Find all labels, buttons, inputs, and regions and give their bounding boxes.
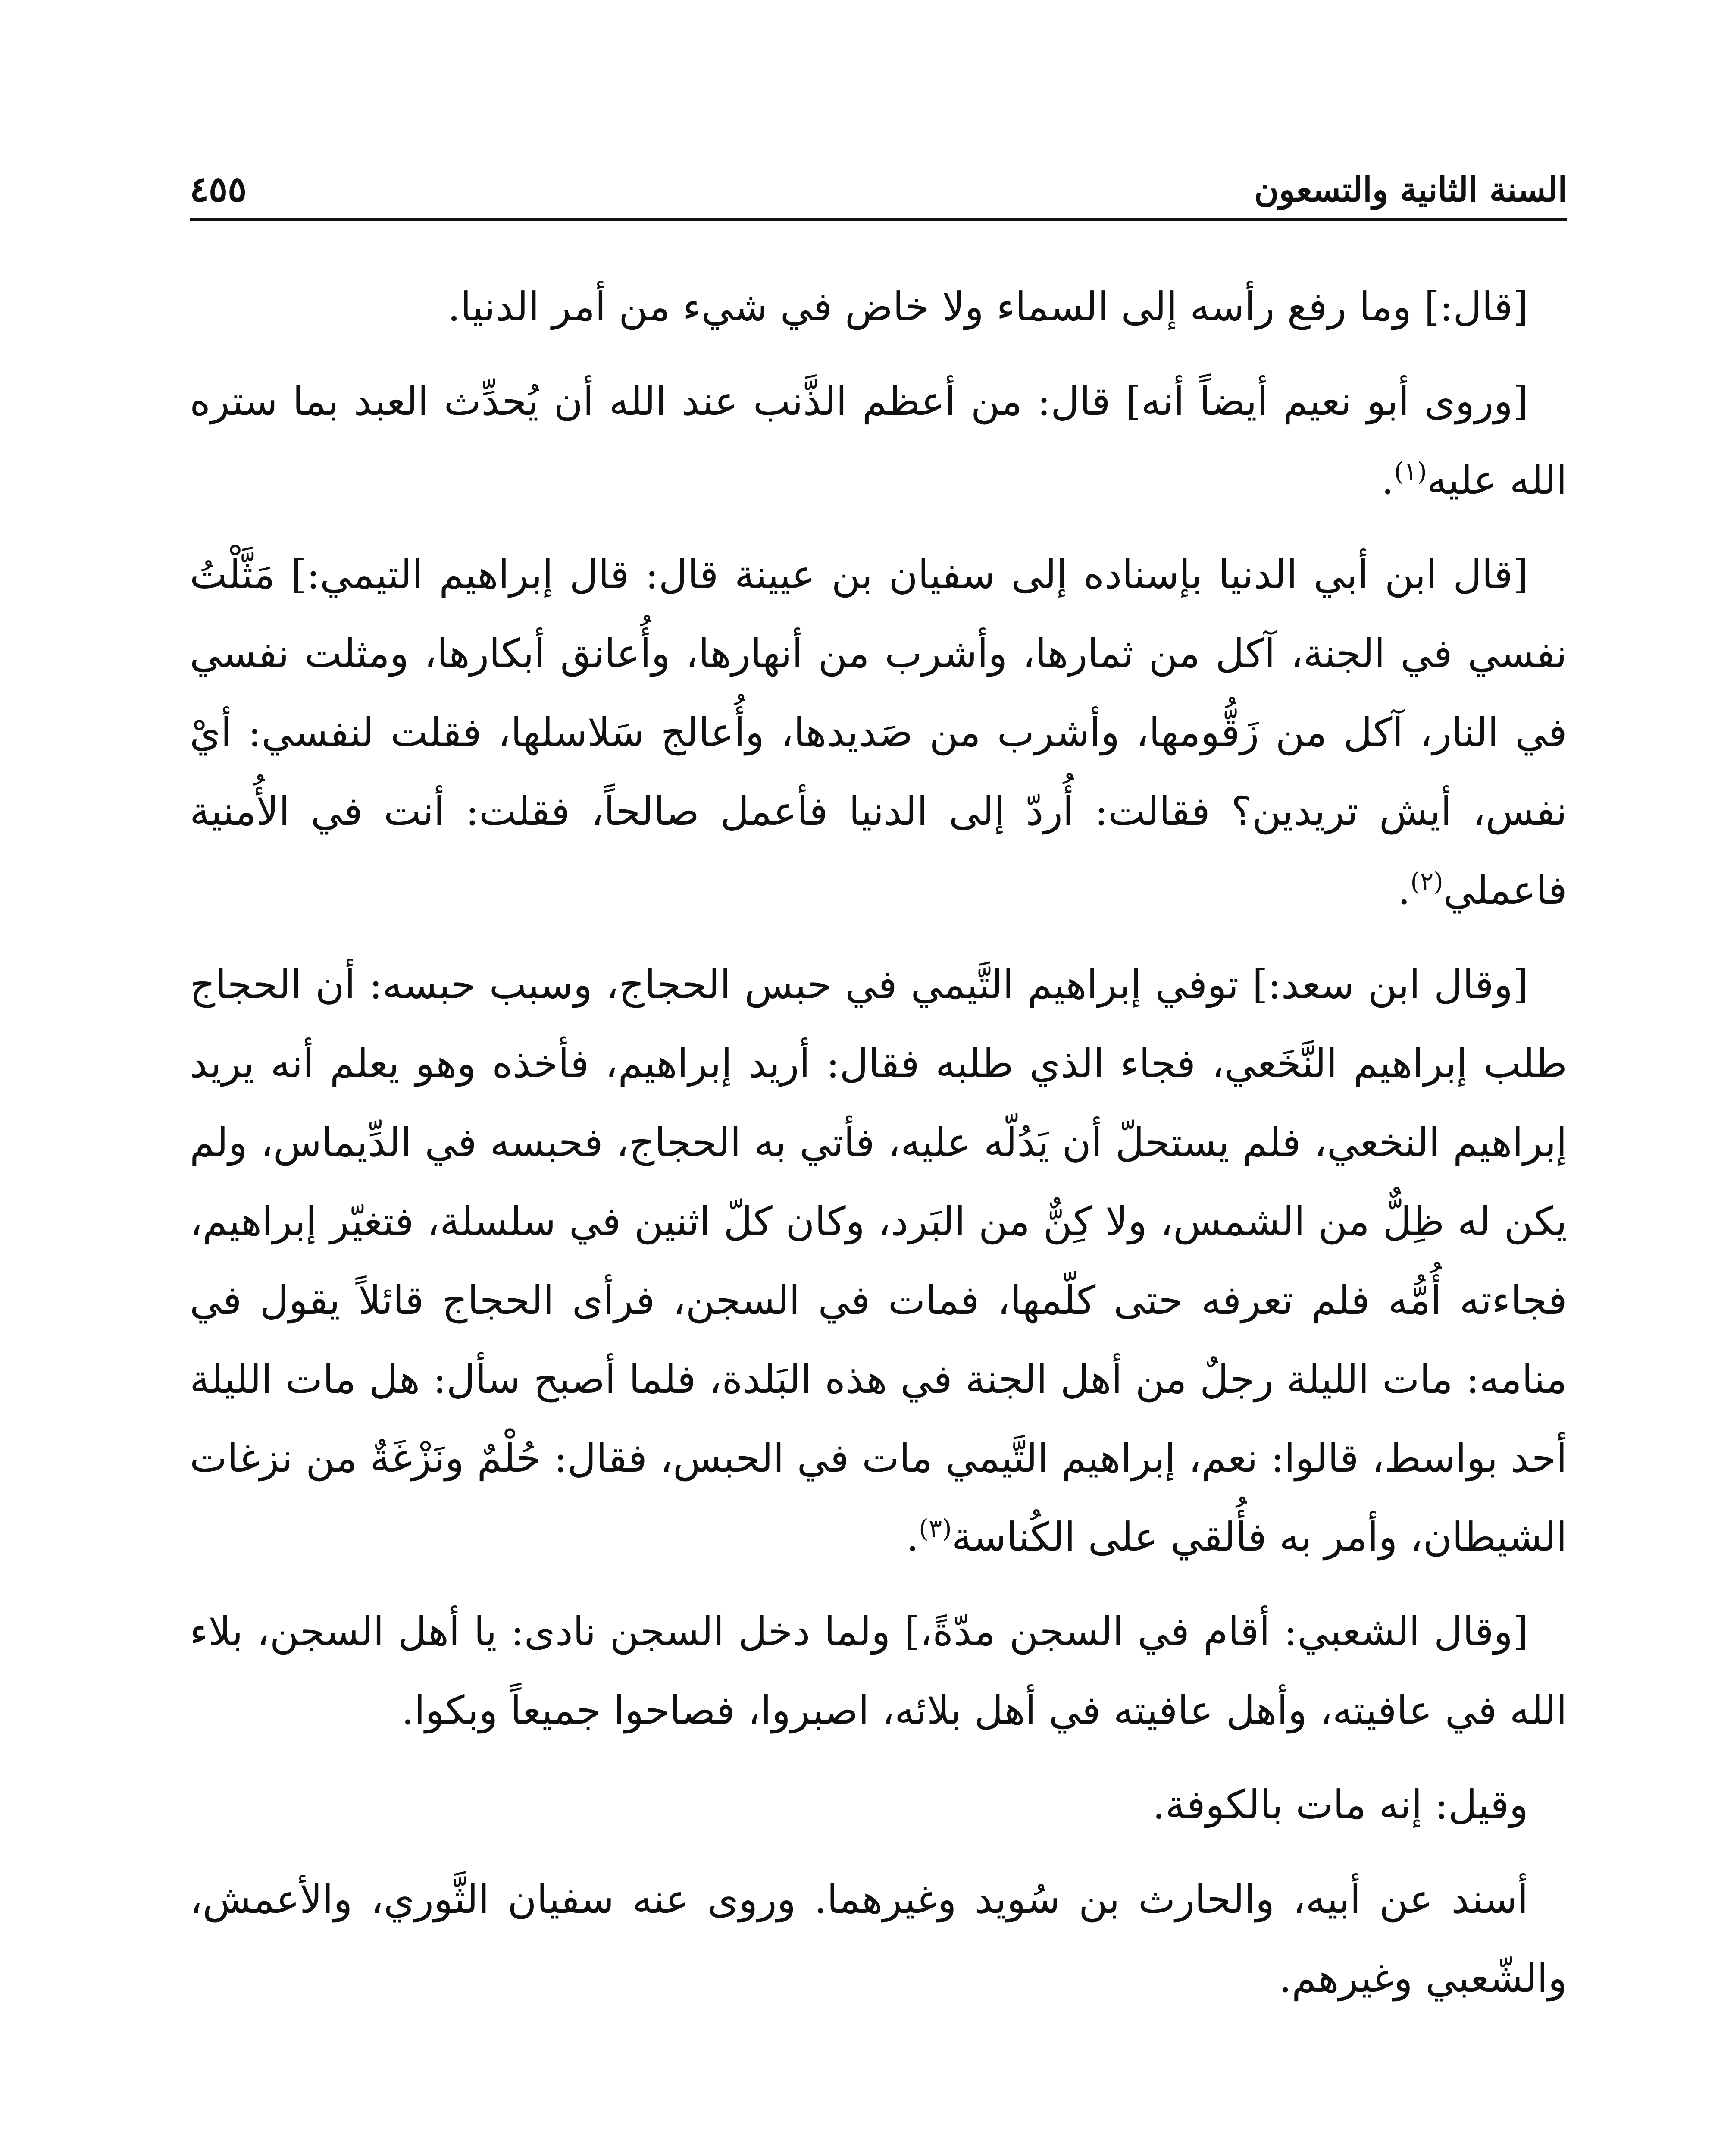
paragraph: [وروى أبو نعيم أيضاً أنه] قال: من أعظم الذَّنب عند الله أن يُحدِّث العبد بما ستره الله عليه$^{(١)}$. [190, 378, 1567, 503]
paragraph: [وقال الشعبي: أقام في السجن مدّةً،] ولما دخل السجن نادى: يا أهل السجن، بلاء الله في عافيته، وأهل عافيته في أهل بلائه، اصبروا، فصاحوا جميعاً وبكوا. [190, 1608, 1567, 1733]
page-number: ٤٥٥ [190, 169, 247, 210]
paragraph: [قال ابن أبي الدنيا بإسناده إلى سفيان بن عيينة قال: قال إبراهيم التيمي:] مَثَّلْتُ نفسي في الجنة، آكل من ثمارها، وأشرب من أنهارها، وأُعانق أبكارها، ومثلت نفسي في النار، آكل من زَقُّومها، وأشرب من صَديدها، وأُعالج سَلاسلها، فقلت لنفسي: أيْ نفس، أيش تريدين؟ فقالت: أُردّ إلى الدنيا فأعمل صالحاً، فقلت: أنت في الأُمنية فاعملي$^{(٢)}$. [190, 552, 1567, 913]
footnote-marker: (٢) [1410, 867, 1443, 896]
page-header [190, 142, 1567, 210]
paragraph: وقيل: إنه مات بالكوفة. [1152, 1782, 1528, 1828]
footnote-marker: (١) [1394, 457, 1427, 486]
header-rule [190, 218, 1567, 221]
footnote-marker: (٣) [919, 1514, 952, 1543]
paragraph: أسند عن أبيه، والحارث بن سُويد وغيرهما. وروى عنه سفيان الثَّوري، والأعمش، والشّعبي وغيرهم. [190, 1876, 1567, 2001]
paragraph: [وقال ابن سعد:] توفي إبراهيم التَّيمي في حبس الحجاج، وسبب حبسه: أن الحجاج طلب إبراهيم النَّخَعي، فجاء الذي طلبه فقال: أريد إبراهيم، فأخذه وهو يعلم أنه يريد إبراهيم النخعي، فلم يستحلّ أن يَدُلّه عليه، فأتي به الحجاج، فحبسه في الدِّيماس، ولم يكن له ظِلٌّ من الشمس، ولا كِنٌّ من البَرد، وكان كلّ اثنين في سلسلة، فتغيّر إبراهيم، فجاءته أُمُّه فلم تعرفه حتى كلّمها، فمات في السجن، فرأى الحجاج قائلاً يقول في منامه: مات الليلة رجلٌ من أهل الجنة في هذه البَلدة، فلما أصبح سأل: هل مات الليلة أحد بواسط، قالوا: نعم، إبراهيم التَّيمي مات في الحبس، فقال: حُلْمٌ ونَزْغَةٌ من نزغات الشيطان، وأمر به فأُلقي على الكُناسة$^{(٣)}$. [190, 962, 1567, 1560]
main-text [190, 267, 1567, 2033]
running-title: السنة الثانية والتسعون [1254, 170, 1567, 210]
paragraph: [قال:] وما رفع رأسه إلى السماء ولا خاض في شيء من أمر الدنيا. [447, 284, 1528, 330]
